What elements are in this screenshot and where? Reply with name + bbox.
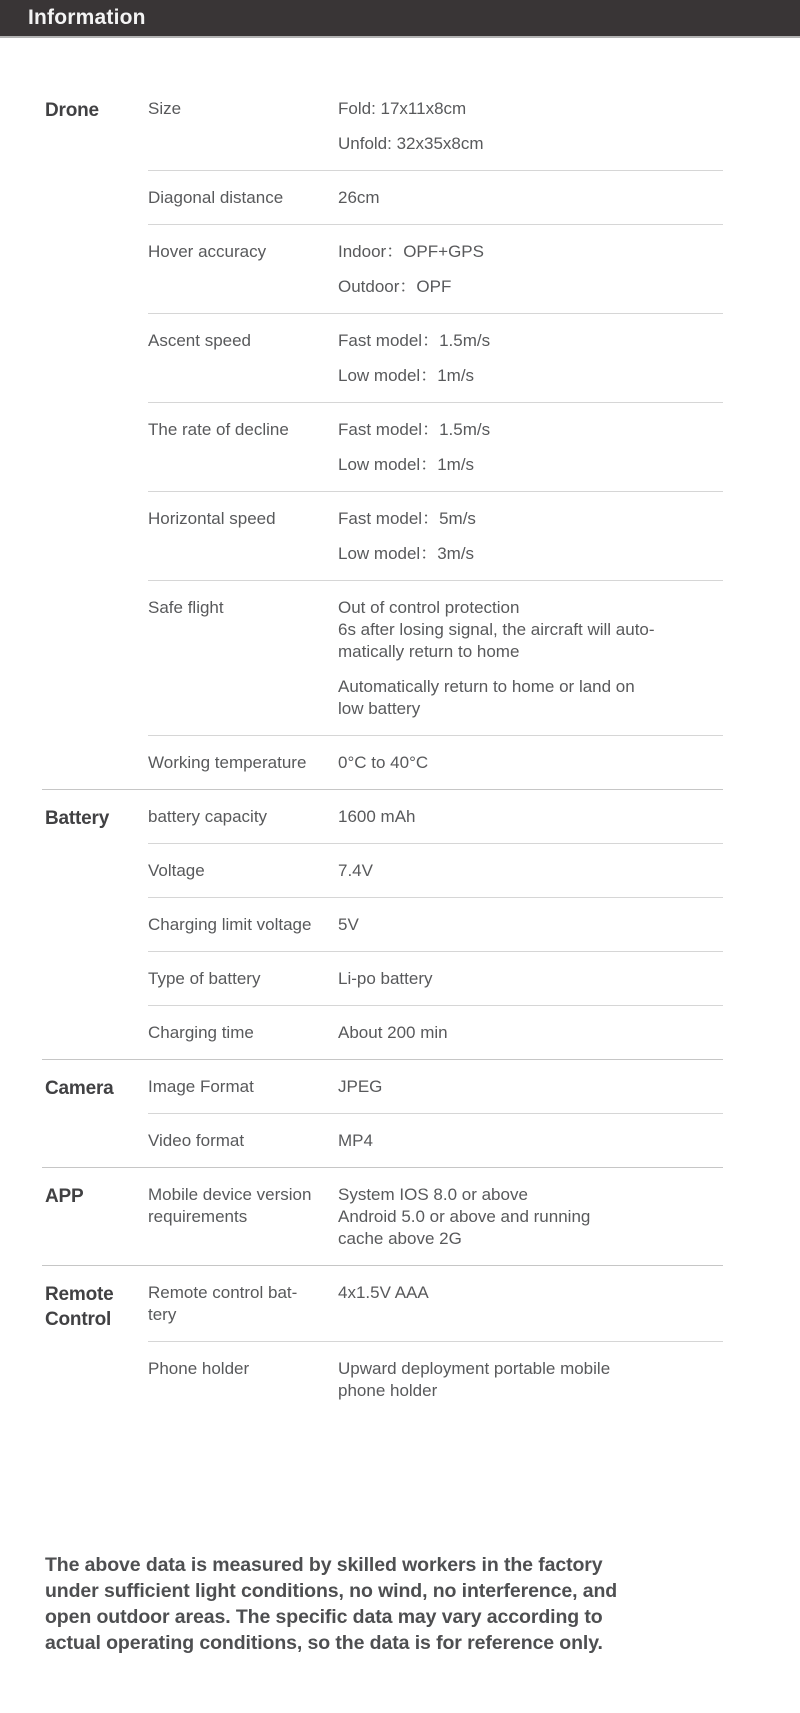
attribute-value xyxy=(338,508,723,565)
attribute-name xyxy=(148,1184,338,1250)
information-header-bar xyxy=(0,0,800,38)
disclaimer-line: under sufficient light conditions, no wind, no interference, and xyxy=(45,1580,618,1602)
attribute-line: Phone holder xyxy=(148,1359,250,1378)
spec-row xyxy=(148,897,723,951)
attribute-value xyxy=(338,752,723,774)
value-paragraph xyxy=(338,1022,723,1044)
spec-row xyxy=(148,735,723,789)
section-rows xyxy=(148,1168,723,1265)
value-paragraph xyxy=(338,597,723,663)
attribute-line: Horizontal speed xyxy=(148,509,276,528)
spec-section xyxy=(42,1265,723,1417)
attribute-name xyxy=(148,241,338,298)
disclaimer-line: open outdoor areas. The specific data may vary according to xyxy=(45,1606,603,1628)
spec-row xyxy=(148,580,723,735)
attribute-value xyxy=(338,330,723,387)
attribute-line: The rate of decline xyxy=(148,420,289,439)
attribute-name xyxy=(148,1022,338,1044)
value-paragraph xyxy=(338,508,723,530)
value-paragraph xyxy=(338,330,723,352)
section-label: Drone xyxy=(45,100,99,121)
spec-row xyxy=(148,1113,723,1167)
attribute-line: battery capacity xyxy=(148,807,268,826)
attribute-line: Diagonal distance xyxy=(148,188,284,207)
spec-row xyxy=(148,170,723,224)
attribute-line: Remote control bat- xyxy=(148,1283,298,1302)
attribute-value xyxy=(338,806,723,828)
value-line: Fast model：5m/s xyxy=(338,509,476,528)
attribute-line: Image Format xyxy=(148,1077,254,1096)
attribute-line: Ascent speed xyxy=(148,331,252,350)
section-rows xyxy=(148,790,723,1059)
attribute-value xyxy=(338,1282,723,1326)
value-paragraph xyxy=(338,419,723,441)
value-line: 1600 mAh xyxy=(338,807,416,826)
attribute-name xyxy=(148,419,338,476)
attribute-value xyxy=(338,860,723,882)
spec-section xyxy=(42,1167,723,1265)
spec-section xyxy=(42,82,723,789)
spec-row xyxy=(148,951,723,1005)
value-line: low battery xyxy=(338,699,421,718)
attribute-line: Hover accuracy xyxy=(148,242,267,261)
attribute-line: Safe flight xyxy=(148,598,224,617)
value-paragraph xyxy=(338,454,723,476)
value-paragraph xyxy=(338,860,723,882)
value-line: Fast model：1.5m/s xyxy=(338,331,491,350)
attribute-line: requirements xyxy=(148,1207,248,1226)
attribute-value xyxy=(338,1184,723,1250)
value-paragraph xyxy=(338,276,723,298)
attribute-value xyxy=(338,1130,723,1152)
attribute-name xyxy=(148,508,338,565)
value-line: Low model：3m/s xyxy=(338,544,475,563)
section-label: Remote Control xyxy=(45,1284,114,1330)
attribute-value xyxy=(338,1022,723,1044)
value-line: Li-po battery xyxy=(338,969,433,988)
value-line: Fold: 17x11x8cm xyxy=(338,99,467,118)
value-paragraph xyxy=(338,133,723,155)
attribute-name xyxy=(148,187,338,209)
value-line: 5V xyxy=(338,915,359,934)
attribute-name xyxy=(148,806,338,828)
value-line: cache above 2G xyxy=(338,1229,462,1248)
disclaimer-line: actual operating conditions, so the data is for reference only. xyxy=(45,1632,603,1654)
value-paragraph xyxy=(338,806,723,828)
value-paragraph xyxy=(338,752,723,774)
attribute-name xyxy=(148,1130,338,1152)
value-line: Automatically return to home or land on xyxy=(338,677,635,696)
value-paragraph xyxy=(338,676,723,720)
attribute-name xyxy=(148,1358,338,1402)
value-line: Unfold: 32x35x8cm xyxy=(338,134,484,153)
attribute-name xyxy=(148,914,338,936)
value-paragraph xyxy=(338,543,723,565)
value-paragraph xyxy=(338,1076,723,1098)
attribute-line: Voltage xyxy=(148,861,205,880)
spec-row xyxy=(148,491,723,580)
attribute-value xyxy=(338,914,723,936)
attribute-line: Type of battery xyxy=(148,969,261,988)
value-line: phone holder xyxy=(338,1381,438,1400)
disclaimer xyxy=(45,1552,760,1656)
attribute-value xyxy=(338,1076,723,1098)
attribute-name xyxy=(148,330,338,387)
spec-table xyxy=(42,82,723,1417)
attribute-value xyxy=(338,968,723,990)
attribute-value xyxy=(338,98,723,155)
attribute-line: Charging limit voltage xyxy=(148,915,312,934)
attribute-name xyxy=(148,98,338,155)
value-paragraph xyxy=(338,187,723,209)
value-paragraph xyxy=(338,241,723,263)
attribute-name xyxy=(148,968,338,990)
attribute-name xyxy=(148,597,338,720)
value-line: MP4 xyxy=(338,1131,373,1150)
value-line: 4x1.5V AAA xyxy=(338,1283,429,1302)
spec-row xyxy=(148,313,723,402)
attribute-line: Working temperature xyxy=(148,753,307,772)
attribute-value xyxy=(338,1358,723,1402)
value-line: 7.4V xyxy=(338,861,373,880)
attribute-line: Charging time xyxy=(148,1023,254,1042)
spec-row xyxy=(148,402,723,491)
section-label: Battery xyxy=(45,808,110,829)
value-line: Indoor：OPF+GPS xyxy=(338,242,484,261)
attribute-line: Video format xyxy=(148,1131,245,1150)
spec-row xyxy=(148,1266,723,1341)
value-line: 6s after losing signal, the aircraft will auto- xyxy=(338,620,655,639)
spec-row xyxy=(148,1005,723,1059)
value-line: Out of control protection xyxy=(338,598,520,617)
spec-section xyxy=(42,789,723,1059)
section-rows xyxy=(148,1266,723,1417)
value-line: JPEG xyxy=(338,1077,383,1096)
spec-section xyxy=(42,1059,723,1167)
spec-row xyxy=(148,1341,723,1417)
value-paragraph xyxy=(338,914,723,936)
spec-row xyxy=(148,224,723,313)
value-line: 26cm xyxy=(338,188,380,207)
disclaimer-line: The above data is measured by skilled workers in the factory xyxy=(45,1554,603,1576)
attribute-value xyxy=(338,419,723,476)
value-paragraph xyxy=(338,1184,723,1250)
value-paragraph xyxy=(338,1282,723,1304)
spec-row xyxy=(148,1060,723,1113)
value-line: Android 5.0 or above and running xyxy=(338,1207,591,1226)
attribute-name xyxy=(148,860,338,882)
attribute-value xyxy=(338,597,723,720)
value-paragraph xyxy=(338,98,723,120)
attribute-name xyxy=(148,752,338,774)
attribute-name xyxy=(148,1076,338,1098)
spec-row xyxy=(148,1168,723,1265)
value-line: 0°C to 40°C xyxy=(338,753,429,772)
section-rows xyxy=(148,82,723,789)
value-paragraph xyxy=(338,1130,723,1152)
value-paragraph xyxy=(338,365,723,387)
attribute-name xyxy=(148,1282,338,1326)
value-line: Outdoor：OPF xyxy=(338,277,452,296)
attribute-line: Mobile device version xyxy=(148,1185,312,1204)
value-line: matically return to home xyxy=(338,642,520,661)
attribute-value xyxy=(338,187,723,209)
value-line: System IOS 8.0 or above xyxy=(338,1185,528,1204)
spec-row xyxy=(148,82,723,170)
section-label: Camera xyxy=(45,1078,114,1099)
value-line: About 200 min xyxy=(338,1023,448,1042)
value-line: Low model：1m/s xyxy=(338,455,475,474)
spec-row xyxy=(148,843,723,897)
value-paragraph xyxy=(338,968,723,990)
value-paragraph xyxy=(338,1358,723,1402)
section-label: APP xyxy=(45,1186,84,1207)
page-title: Information xyxy=(28,6,146,29)
value-line: Low model：1m/s xyxy=(338,366,475,385)
section-rows xyxy=(148,1060,723,1167)
value-line: Fast model：1.5m/s xyxy=(338,420,491,439)
attribute-line: Size xyxy=(148,99,182,118)
value-line: Upward deployment portable mobile xyxy=(338,1359,611,1378)
attribute-value xyxy=(338,241,723,298)
spec-row xyxy=(148,790,723,843)
attribute-line: tery xyxy=(148,1305,177,1324)
